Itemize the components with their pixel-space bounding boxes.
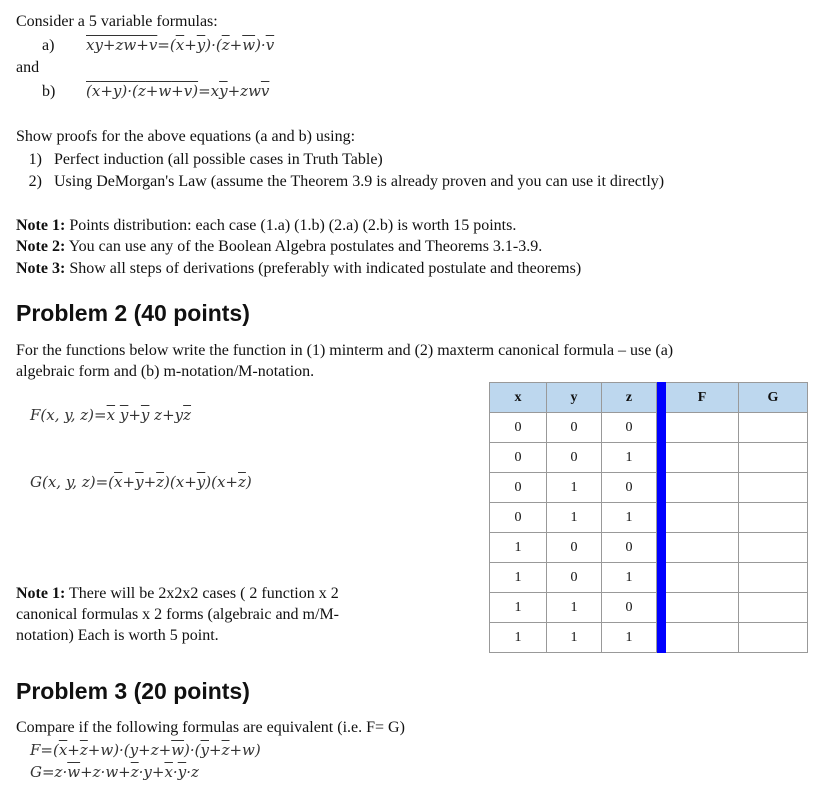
cell-G-answer[interactable]	[739, 533, 808, 563]
cell-F-answer[interactable]	[666, 473, 739, 503]
cell-y: 1	[547, 473, 602, 503]
cell-F-answer[interactable]	[666, 593, 739, 623]
cell-z: 1	[602, 563, 657, 593]
table-divider	[657, 383, 666, 413]
cell-y: 0	[547, 443, 602, 473]
table-row	[490, 533, 808, 563]
cell-y: 1	[547, 623, 602, 653]
cell-z: 0	[602, 593, 657, 623]
formula-G: $G=z\cdot\overline{w}+z\cdot w+\overline{z}\cdot y+\overline{x}\cdot\overline{y}\cdot z$	[30, 763, 199, 781]
note-3: Note 3: Show all steps of derivations (preferably with indicated postulate and theorems)	[16, 260, 582, 277]
cell-G-answer[interactable]	[739, 563, 808, 593]
table-row	[490, 563, 808, 593]
cell-x: 0	[490, 503, 547, 533]
table-divider	[657, 623, 666, 653]
function-G: G(x, y, $z)=(\overline{x}+\overline{y}+\overline{z})(x+\overline{y})(x+\overline{z})$	[30, 473, 252, 491]
cell-y: 0	[547, 533, 602, 563]
cell-x: 0	[490, 443, 547, 473]
cell-F-answer[interactable]	[666, 623, 739, 653]
table-divider	[657, 533, 666, 563]
cell-y: 1	[547, 593, 602, 623]
cell-F-answer[interactable]	[666, 443, 739, 473]
problem3-heading: Problem 3 (20 points)	[16, 678, 250, 704]
cell-G-answer[interactable]	[739, 623, 808, 653]
cell-G-answer[interactable]	[739, 503, 808, 533]
cell-G-answer[interactable]	[739, 413, 808, 443]
cell-y: 0	[547, 413, 602, 443]
cell-G-answer[interactable]	[739, 593, 808, 623]
and-label: and	[16, 59, 40, 76]
problem2-heading: Problem 2 (40 points)	[16, 300, 250, 326]
equation-b: $(x+y)\cdot(z+w+v)=x\overline{y}+zw\overline{v}$	[86, 82, 270, 100]
cell-F-answer[interactable]	[666, 533, 739, 563]
cell-G-answer[interactable]	[739, 473, 808, 503]
truth-table-header	[490, 383, 808, 413]
cell-x: 1	[490, 533, 547, 563]
note-2: Note 2: You can use any of the Boolean Algebra postulates and Theorems 3.1-3.9.	[16, 238, 543, 255]
cell-x: 1	[490, 563, 547, 593]
table-row	[490, 443, 808, 473]
problem2-desc-line1: For the functions below write the function in (1) minterm and (2) maxterm canonical formula – use (a)	[16, 342, 674, 359]
cell-z: 0	[602, 413, 657, 443]
eq-a-label: a)	[42, 37, 55, 54]
cell-x: 1	[490, 623, 547, 653]
cell-y: 1	[547, 503, 602, 533]
problem2-note-line2: canonical formulas x 2 forms (algebraic and m/M-	[16, 606, 339, 623]
cell-y: 0	[547, 563, 602, 593]
table-divider	[657, 593, 666, 623]
problem2-desc-line2: algebraic form and (b) m-notation/M-notation.	[16, 363, 315, 380]
equation-a: $xy+zw+v=(\overline{x}+\overline{y})\cdot(\overline{z}+\overline{w})\cdot\overline{v}$	[86, 36, 275, 54]
method-2: 2) Using DeMorgan's Law (assume the Theorem 3.9 is already proven and you can use it directly)	[28, 173, 665, 190]
table-row	[490, 623, 808, 653]
header-F: F	[666, 383, 739, 413]
table-divider	[657, 413, 666, 443]
truth-table	[489, 382, 808, 653]
cell-z: 1	[602, 503, 657, 533]
table-divider	[657, 563, 666, 593]
table-divider	[657, 443, 666, 473]
table-row	[490, 503, 808, 533]
cell-x: 0	[490, 413, 547, 443]
show-proofs-text: Show proofs for the above equations (a and b) using:	[16, 128, 356, 145]
header-G: G	[739, 383, 808, 413]
header-y: y	[547, 383, 602, 413]
eq-b-label: b)	[42, 83, 56, 100]
cell-F-answer[interactable]	[666, 563, 739, 593]
cell-G-answer[interactable]	[739, 443, 808, 473]
cell-z: 1	[602, 443, 657, 473]
method-1: 1) Perfect induction (all possible cases in Truth Table)	[28, 151, 383, 168]
cell-z: 1	[602, 623, 657, 653]
table-row	[490, 473, 808, 503]
table-row	[490, 593, 808, 623]
cell-z: 0	[602, 533, 657, 563]
table-divider	[657, 503, 666, 533]
cell-F-answer[interactable]	[666, 413, 739, 443]
problem2-note-line3: notation) Each is worth 5 point.	[16, 627, 219, 644]
table-row	[490, 413, 808, 443]
function-F: F(x, y, $z)=\overline{x}$ $\overline{y}+\overline{y}$ $z+y\overline{z}$	[30, 406, 192, 424]
cell-x: 1	[490, 593, 547, 623]
problem3-desc: Compare if the following formulas are equivalent (i.e. F= G)	[16, 719, 405, 736]
cell-x: 0	[490, 473, 547, 503]
problem2-note: Note 1: There will be 2x2x2 cases ( 2 function x 2	[16, 585, 339, 602]
header-z: z	[602, 383, 657, 413]
cell-F-answer[interactable]	[666, 503, 739, 533]
table-divider	[657, 473, 666, 503]
problem1-intro: Consider a 5 variable formulas:	[16, 13, 218, 30]
header-x: x	[490, 383, 547, 413]
note-1: Note 1: Points distribution: each case (1.a) (1.b) (2.a) (2.b) is worth 15 points.	[16, 217, 517, 234]
cell-z: 0	[602, 473, 657, 503]
formula-F: $F=(\overline{x}+\overline{z}+w)\cdot(y+z+\overline{w})\cdot(\overline{y}+\overline{z}+w)$	[30, 741, 261, 759]
